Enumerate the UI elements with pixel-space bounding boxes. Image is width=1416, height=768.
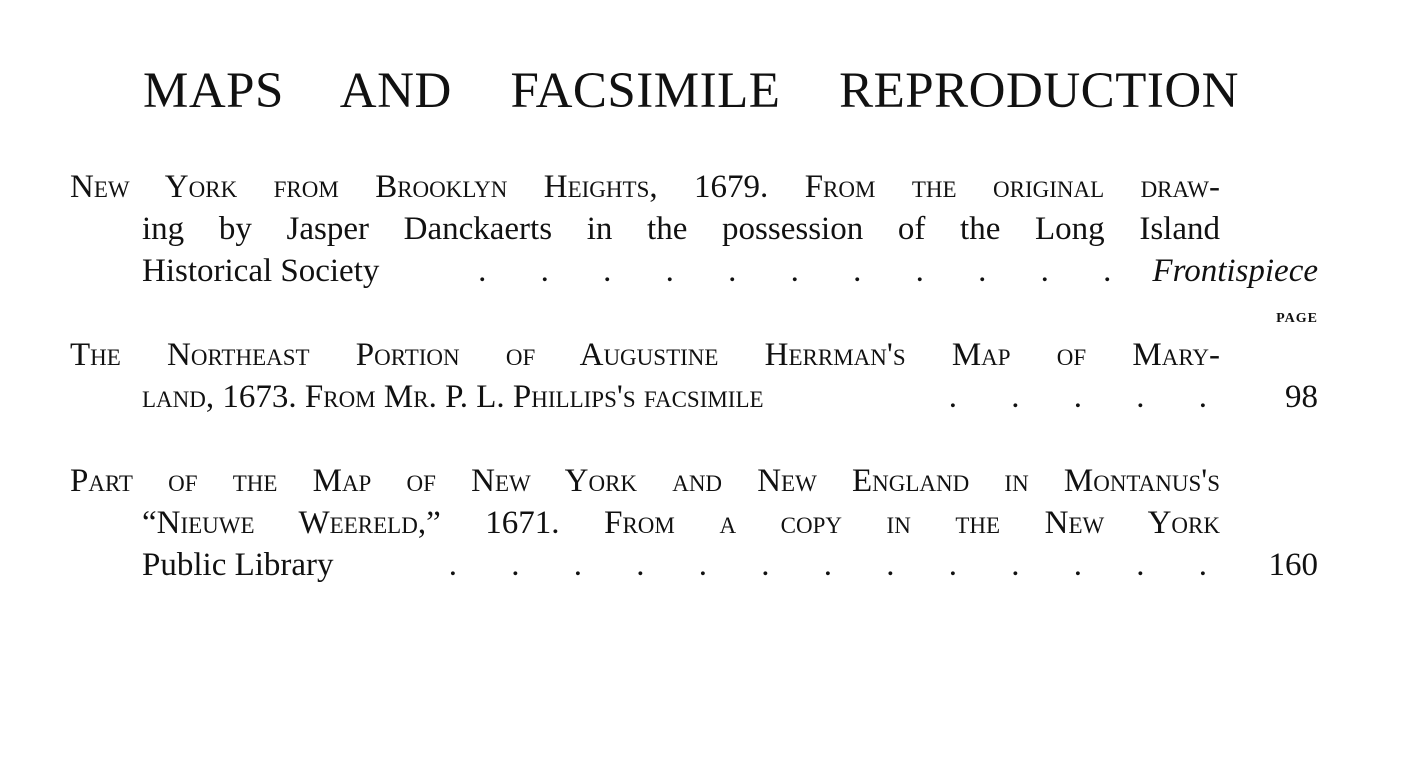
page-reference: 160 — [1268, 547, 1318, 583]
list-item — [70, 460, 1318, 586]
list-item — [70, 334, 1318, 418]
entry-text-line: land, 1673. From Mr. P. L. Phillips's facsimile — [142, 379, 764, 415]
entry-text-line: Public Library — [142, 547, 334, 583]
dot-leader: . . . . . . . . . . . — [478, 253, 1135, 289]
page-reference: 98 — [1285, 379, 1318, 415]
page-title: MAPS AND FACSIMILE REPRODUCTION — [143, 63, 1239, 119]
entry-text-line: Part of the Map of New York and New England in Montanus's — [70, 463, 1220, 499]
entry-text-line: Historical Society — [142, 253, 380, 289]
page-reference: Frontispiece — [1152, 253, 1318, 289]
entry-text-line: ing by Jasper Danckaerts in the possession of the Long Island — [142, 211, 1220, 247]
page-column-label: PAGE — [1276, 311, 1318, 326]
dot-leader: . . . . . . . . . . . . . — [448, 547, 1230, 583]
list-item — [70, 166, 1318, 292]
dot-leader: . . . . . — [948, 379, 1230, 415]
entry-text-line: The Northeast Portion of Augustine Herrman's Map of Mary- — [70, 337, 1220, 373]
entry-text-line: “Nieuwe Weereld,” 1671. From a copy in the New York — [142, 505, 1220, 541]
entry-text-line: New York from Brooklyn Heights, 1679. From the original draw- — [70, 169, 1220, 205]
